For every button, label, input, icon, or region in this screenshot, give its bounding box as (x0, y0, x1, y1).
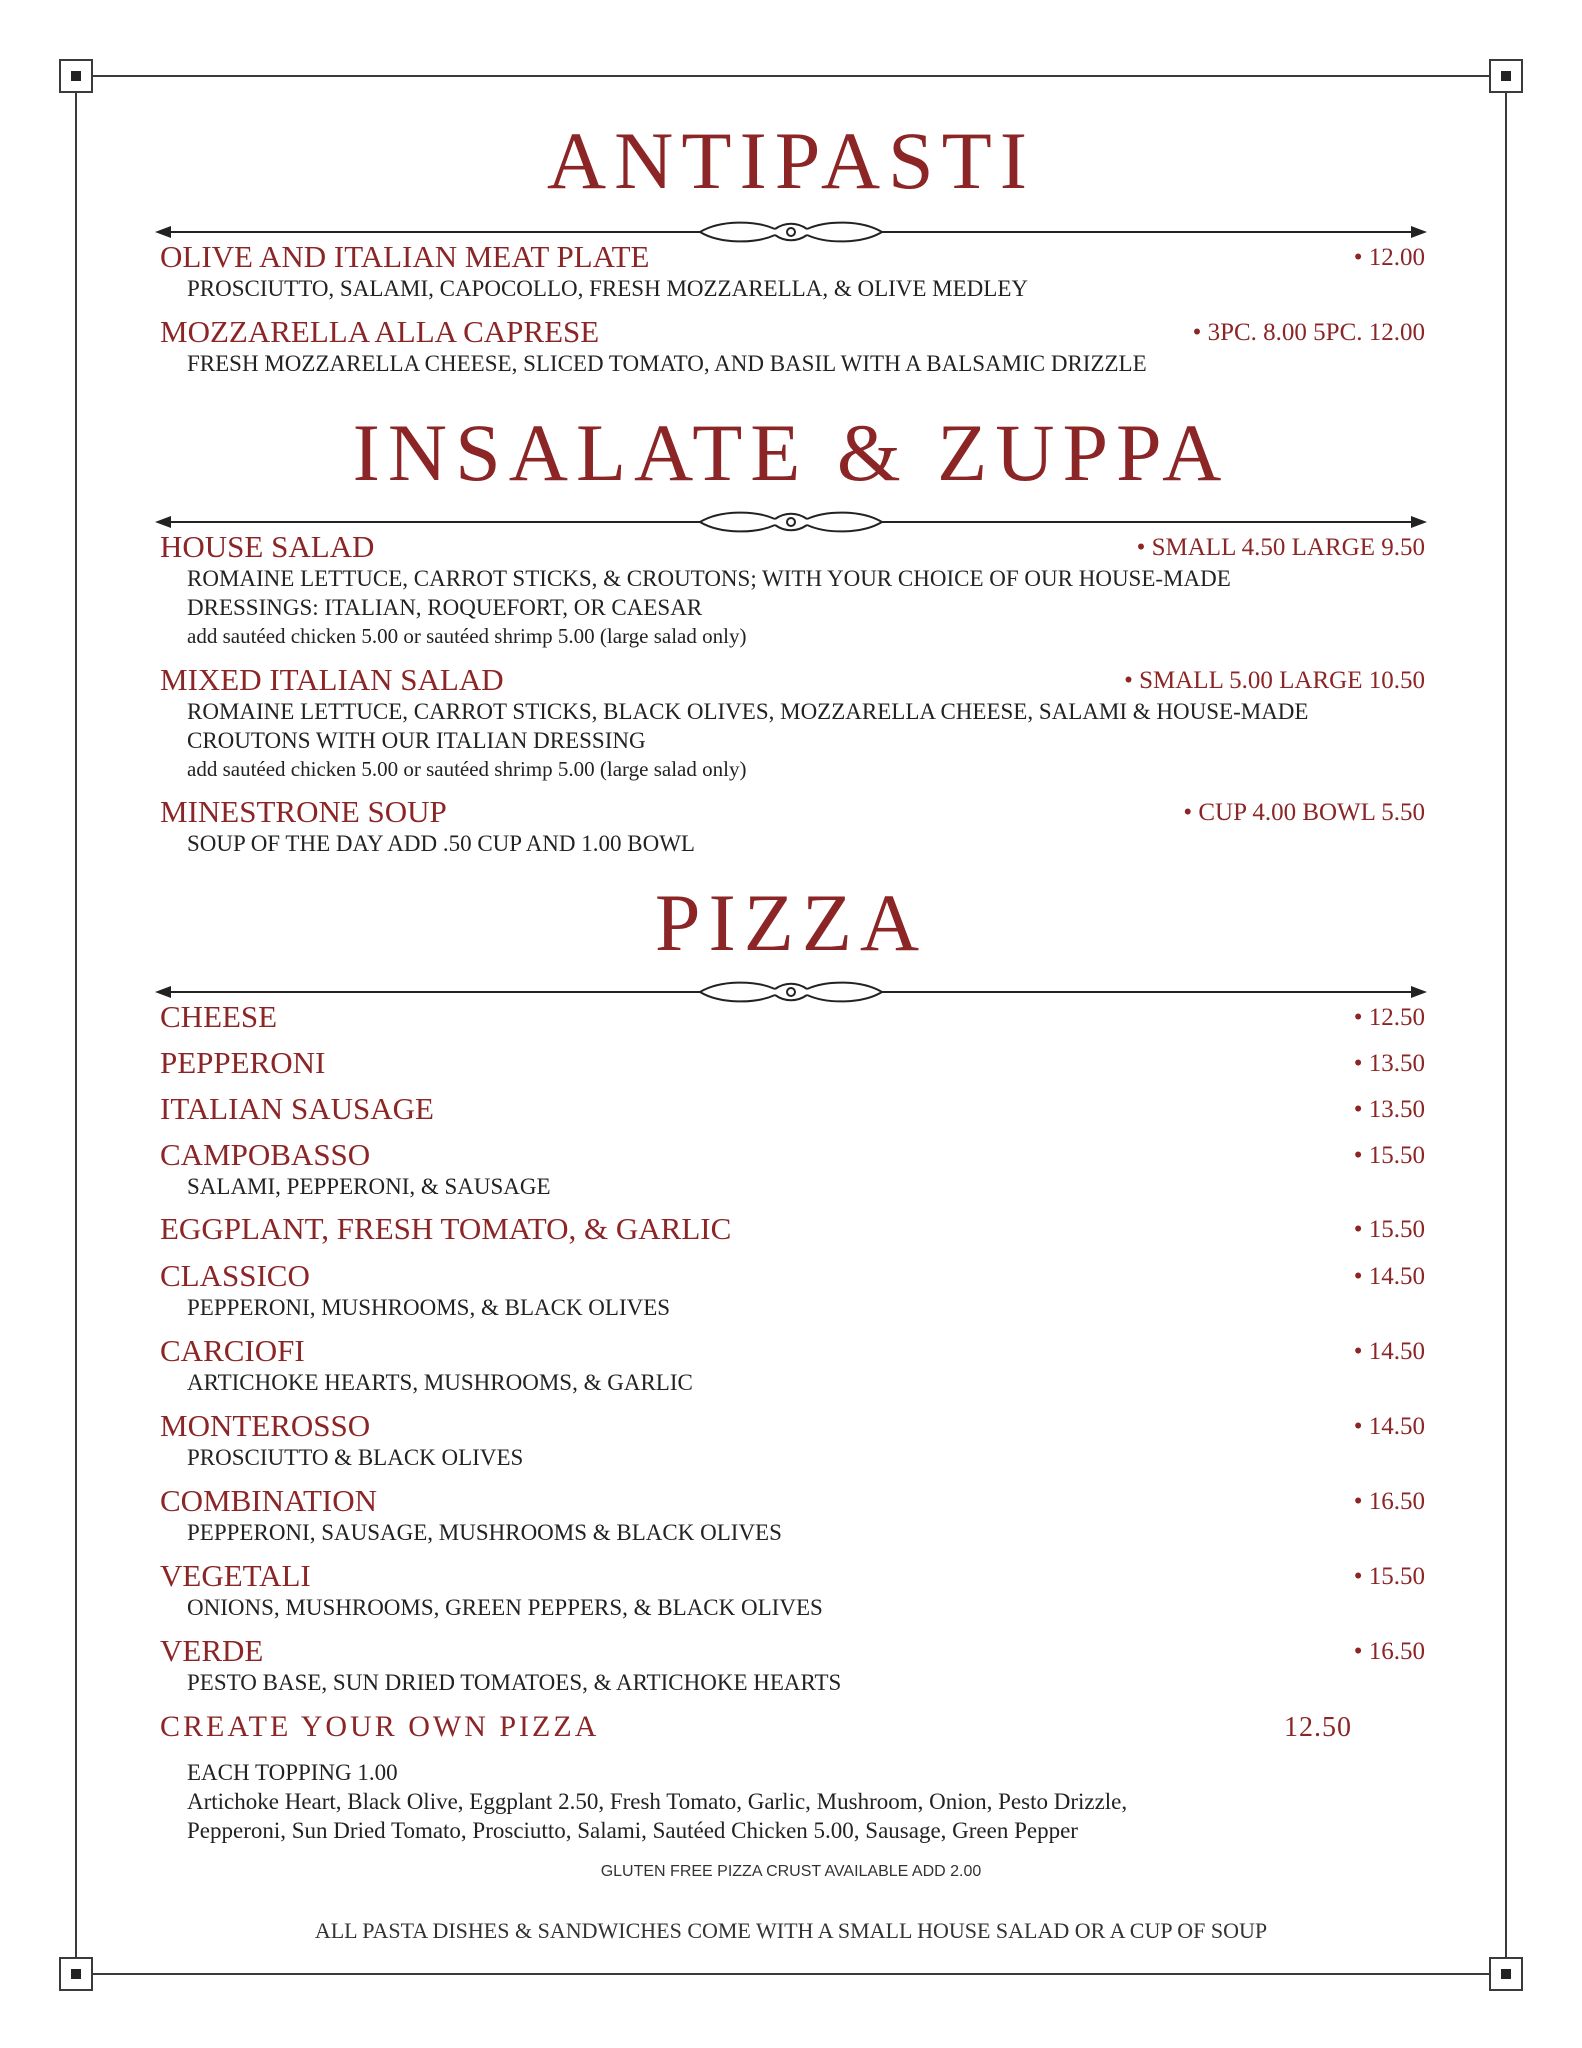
item-name: CARCIOFI (160, 1333, 305, 1368)
item-description-line-2: CROUTONS WITH OUR ITALIAN DRESSING (187, 728, 646, 753)
topping-options-line-1: Artichoke Heart, Black Olive, Eggplant 2.50, Fresh Tomato, Garlic, Mushroom, Onion, Pesto Drizzle, (187, 1789, 1128, 1814)
item-name: OLIVE AND ITALIAN MEAT PLATE (160, 239, 650, 274)
frame-bottom-line (75, 1973, 1507, 1975)
item-description: ONIONS, MUSHROOMS, GREEN PEPPERS, & BLACK OLIVES (187, 1595, 823, 1620)
item-description: SALAMI, PEPPERONI, & SAUSAGE (187, 1174, 551, 1199)
item-price: • 12.50 (1353, 1004, 1425, 1031)
item-name: PEPPERONI (160, 1045, 326, 1080)
section-title-insalate-zuppa: INSALATE & ZUPPA (352, 407, 1230, 498)
topping-price-line: EACH TOPPING 1.00 (187, 1760, 398, 1785)
frame-top-line (75, 75, 1507, 77)
item-name: VEGETALI (160, 1558, 311, 1593)
item-price: • SMALL 4.50 LARGE 9.50 (1136, 534, 1425, 561)
corner-ornament-bottom-right (1489, 1957, 1523, 1991)
section-title-pizza: PIZZA (654, 877, 928, 968)
menu-item-minestrone-soup (160, 795, 1425, 858)
pizza-item-eggplant (160, 1212, 1425, 1246)
item-name: EGGPLANT, FRESH TOMATO, & GARLIC (160, 1211, 732, 1246)
topping-options-line-2: Pepperoni, Sun Dried Tomato, Prosciutto, Salami, Sautéed Chicken 5.00, Sausage, Green Pepper (187, 1818, 1078, 1843)
corner-ornament-bottom-left (59, 1957, 93, 1991)
item-price: • 15.50 (1353, 1142, 1425, 1169)
corner-ornament-top-right (1489, 59, 1523, 93)
item-name: CLASSICO (160, 1258, 310, 1293)
item-price: • 3PC. 8.00 5PC. 12.00 (1192, 319, 1425, 346)
item-price: • 15.50 (1353, 1563, 1425, 1590)
menu-item-mixed-italian-salad (160, 663, 1425, 784)
item-price: • CUP 4.00 BOWL 5.50 (1183, 799, 1425, 826)
menu-item-mozzarella-caprese (160, 315, 1425, 378)
item-name: MIXED ITALIAN SALAD (160, 662, 504, 697)
item-name: MINESTRONE SOUP (160, 794, 447, 829)
item-description: PEPPERONI, MUSHROOMS, & BLACK OLIVES (187, 1295, 671, 1320)
corner-ornament-top-left (59, 59, 93, 93)
item-description-line-1: ROMAINE LETTUCE, CARROT STICKS, & CROUTONS; WITH YOUR CHOICE OF OUR HOUSE-MADE (187, 566, 1231, 591)
pizza-item-pepperoni (160, 1046, 1425, 1080)
menu-item-olive-meat-plate (160, 240, 1425, 303)
item-name: CHEESE (160, 999, 278, 1034)
pizza-item-monterosso (160, 1409, 1425, 1472)
item-description-line-2: DRESSINGS: ITALIAN, ROQUEFORT, OR CAESAR (187, 595, 703, 620)
item-price: • 14.50 (1353, 1338, 1425, 1365)
item-name: ITALIAN SAUSAGE (160, 1091, 434, 1126)
pizza-item-campobasso (160, 1138, 1425, 1201)
item-name: VERDE (160, 1633, 264, 1668)
item-addon-note: add sautéed chicken 5.00 or sautéed shrimp 5.00 (large salad only) (187, 757, 747, 781)
item-description: PROSCIUTTO, SALAMI, CAPOCOLLO, FRESH MOZZARELLA, & OLIVE MEDLEY (187, 276, 1029, 301)
item-price: • 13.50 (1353, 1050, 1425, 1077)
item-description: PESTO BASE, SUN DRIED TOMATOES, & ARTICHOKE HEARTS (187, 1670, 842, 1695)
item-name: COMBINATION (160, 1483, 377, 1518)
pizza-item-italian-sausage (160, 1092, 1425, 1126)
divider-ornament (155, 983, 1427, 1002)
item-name: MOZZARELLA ALLA CAPRESE (160, 314, 600, 349)
frame-right-line (1505, 75, 1507, 1975)
menu-item-house-salad (160, 530, 1425, 651)
item-price: • 16.50 (1353, 1638, 1425, 1665)
pizza-item-vegetali (160, 1559, 1425, 1622)
create-your-own-pizza-title: CREATE YOUR OWN PIZZA (160, 1710, 600, 1743)
pizza-item-combination (160, 1484, 1425, 1547)
footer-note: ALL PASTA DISHES & SANDWICHES COME WITH A SMALL HOUSE SALAD OR A CUP OF SOUP (314, 1918, 1268, 1943)
item-price: • 15.50 (1353, 1216, 1425, 1243)
item-price: • 14.50 (1353, 1413, 1425, 1440)
pizza-item-verde (160, 1634, 1425, 1697)
item-name: HOUSE SALAD (160, 529, 375, 564)
pizza-item-carciofi (160, 1334, 1425, 1397)
item-price: • SMALL 5.00 LARGE 10.50 (1124, 667, 1425, 694)
item-description: PROSCIUTTO & BLACK OLIVES (187, 1445, 524, 1470)
section-title-antipasti: ANTIPASTI (546, 115, 1036, 206)
item-price: • 13.50 (1353, 1096, 1425, 1123)
item-description: FRESH MOZZARELLA CHEESE, SLICED TOMATO, AND BASIL WITH A BALSAMIC DRIZZLE (187, 351, 1147, 376)
item-price: • 14.50 (1353, 1263, 1425, 1290)
topping-list (187, 1758, 1337, 1845)
item-price: • 16.50 (1353, 1488, 1425, 1515)
item-name: MONTEROSSO (160, 1408, 371, 1443)
create-your-own-pizza-price: 12.50 (1284, 1712, 1352, 1743)
item-description: ARTICHOKE HEARTS, MUSHROOMS, & GARLIC (187, 1370, 693, 1395)
item-price: • 12.00 (1353, 244, 1425, 271)
item-description-line-1: ROMAINE LETTUCE, CARROT STICKS, BLACK OLIVES, MOZZARELLA CHEESE, SALAMI & HOUSE-MADE (187, 699, 1309, 724)
item-name: CAMPOBASSO (160, 1137, 371, 1172)
frame-left-line (75, 75, 77, 1975)
gluten-free-note: GLUTEN FREE PIZZA CRUST AVAILABLE ADD 2.00 (600, 1863, 982, 1880)
item-description: PEPPERONI, SAUSAGE, MUSHROOMS & BLACK OLIVES (187, 1520, 782, 1545)
pizza-item-classico (160, 1259, 1425, 1322)
item-description: SOUP OF THE DAY ADD .50 CUP AND 1.00 BOWL (187, 831, 695, 856)
pizza-item-cheese (160, 1000, 1425, 1034)
item-addon-note: add sautéed chicken 5.00 or sautéed shrimp 5.00 (large salad only) (187, 624, 747, 648)
